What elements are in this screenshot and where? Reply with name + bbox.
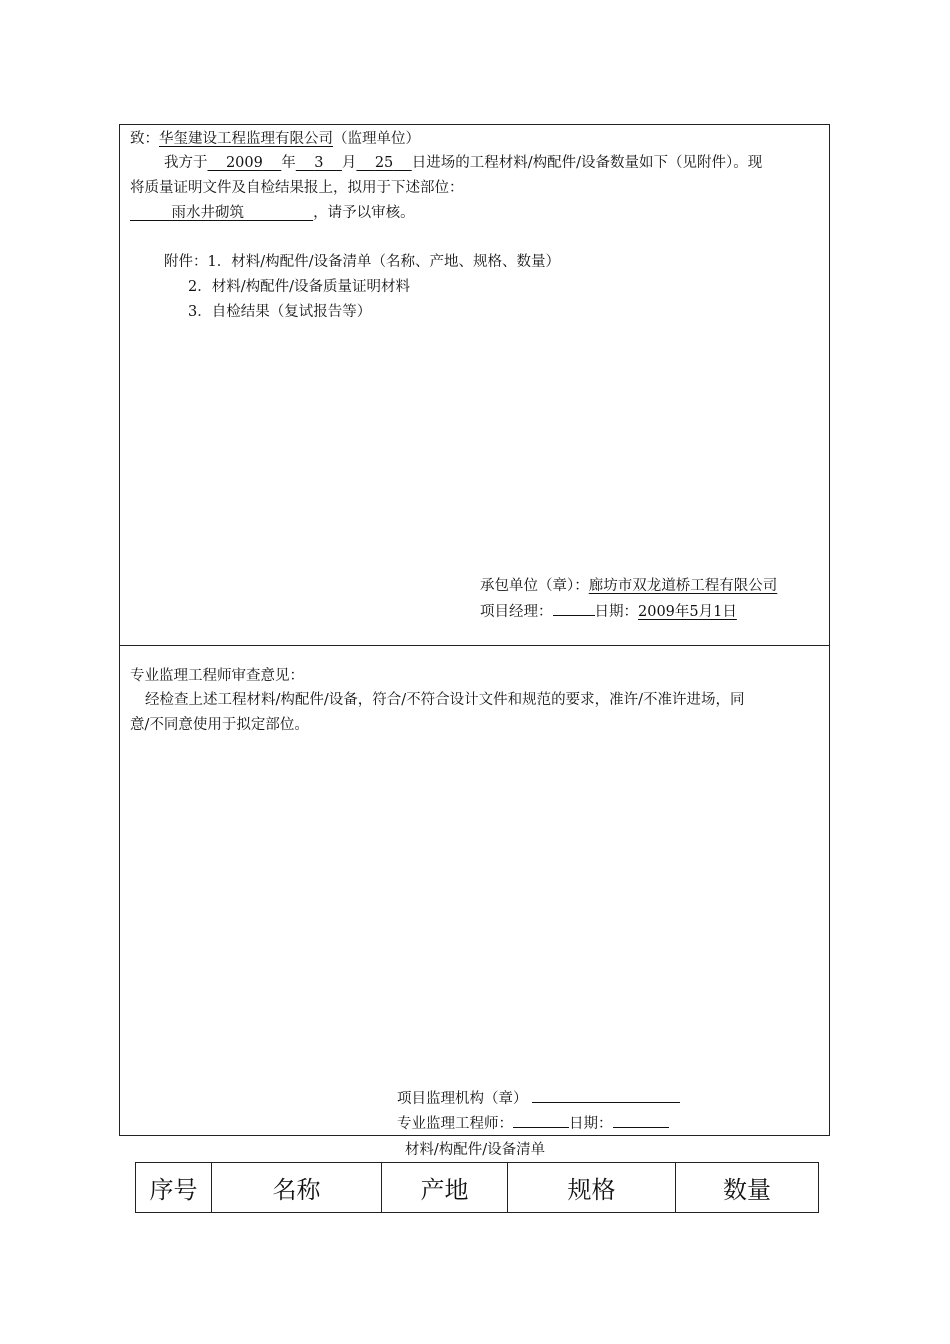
- header-specification: 规格: [508, 1163, 676, 1213]
- material-list-title: 材料/构配件/设备清单: [404, 1142, 546, 1158]
- date-label: 日期：: [594, 604, 638, 620]
- supervision-org-label: 项目监理机构（章）: [397, 1091, 528, 1107]
- engineer-signature-blank: [513, 1113, 569, 1128]
- submission-form: [119, 124, 830, 1136]
- review-opinion-line-1: 经检查上述工程材料/构配件/设备，符合/不符合设计文件和规范的要求，准许/不准许进场，同: [145, 692, 745, 708]
- supervision-unit-name: 华玺建设工程监理有限公司: [159, 131, 333, 147]
- location-line: [130, 203, 415, 223]
- attachment-item-1: 附件：1．材料/构配件/设备清单（名称、产地、规格、数量）: [164, 254, 560, 270]
- manager-signature-blank: [553, 601, 595, 616]
- supervision-org-blank: [532, 1088, 680, 1103]
- intro-suffix: 日进场的工程材料/构配件/设备数量如下（见附件）。现: [411, 155, 763, 171]
- entry-day: 25: [374, 155, 394, 171]
- usage-location: 雨水井砌筑: [171, 205, 244, 221]
- review-date-label: 日期：: [569, 1116, 613, 1132]
- header-serial-number: 序号: [136, 1163, 212, 1213]
- section-divider: [120, 645, 829, 646]
- intro-line-2: 将质量证明文件及自检结果报上，拟用于下述部位：: [130, 180, 464, 196]
- addressee-suffix: （监理单位）: [333, 131, 420, 147]
- attachments-label: 附件：: [164, 254, 208, 270]
- entry-month: 3: [314, 155, 324, 171]
- month-label: 月: [341, 155, 357, 171]
- table-header-row: [136, 1163, 819, 1213]
- attachment-item-3: 3．自检结果（复试报告等）: [188, 304, 372, 320]
- manager-date-line: [480, 601, 737, 622]
- supervision-engineer-label: 专业监理工程师：: [397, 1116, 513, 1132]
- header-quantity: 数量: [676, 1163, 819, 1213]
- intro-prefix: 我方于: [164, 155, 208, 171]
- year-label: 年: [281, 155, 296, 171]
- material-list-table: [135, 1162, 819, 1213]
- review-title: 专业监理工程师审查意见：: [130, 668, 304, 684]
- review-opinion-line-2: 意/不同意使用于拟定部位。: [130, 717, 309, 733]
- contractor-label: 承包单位（章）：: [480, 578, 589, 594]
- addressee-line: [130, 129, 420, 149]
- intro-line: [164, 153, 762, 173]
- attachment-item-2: 2．材料/构配件/设备质量证明材料: [188, 279, 410, 295]
- supervision-engineer-line: [397, 1113, 669, 1134]
- header-origin: 产地: [382, 1163, 508, 1213]
- addressee-prefix: 致：: [130, 131, 159, 147]
- submission-date: 2009年5月1日: [638, 604, 737, 620]
- entry-year: 2009: [225, 155, 263, 171]
- manager-label: 项目经理：: [480, 604, 553, 620]
- contractor-name: 廊坊市双龙道桥工程有限公司: [588, 578, 778, 594]
- supervision-org-line: [397, 1088, 680, 1109]
- header-name: 名称: [212, 1163, 382, 1213]
- contractor-line: [480, 576, 777, 596]
- review-date-blank: [613, 1113, 669, 1128]
- location-suffix: ，请予以审核。: [313, 205, 415, 221]
